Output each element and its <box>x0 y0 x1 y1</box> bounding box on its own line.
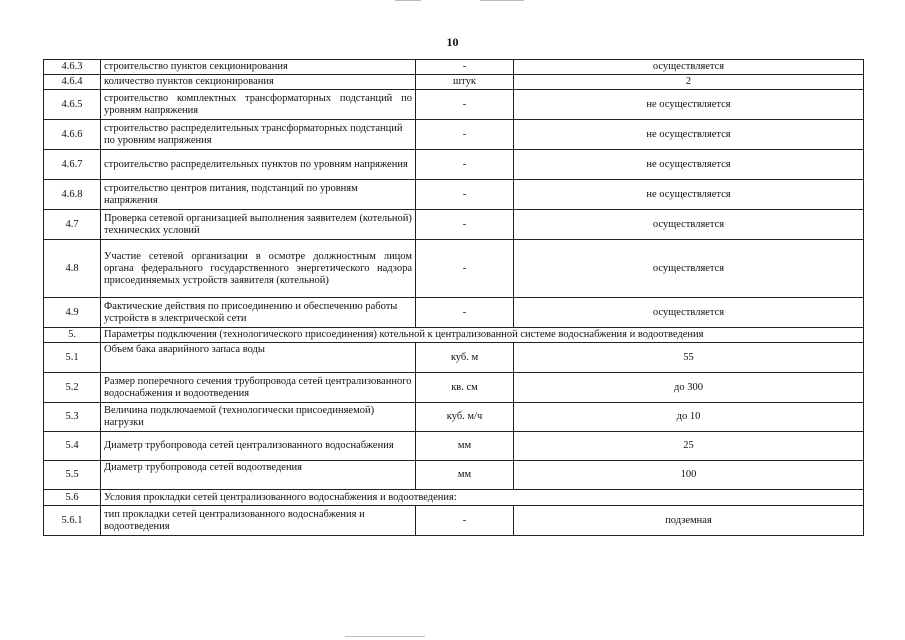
row-unit: мм <box>416 461 514 490</box>
table-row <box>44 373 864 403</box>
row-unit: куб. м/ч <box>416 403 514 432</box>
table-row <box>44 60 864 75</box>
row-name: Величина подключаемой (технологически присоединяемой) нагрузки <box>101 403 416 432</box>
page-number: 10 <box>446 35 459 49</box>
section-number: 5.6 <box>44 490 101 506</box>
row-value: не осуществляется <box>514 120 864 150</box>
table-row <box>44 75 864 90</box>
row-unit: штук <box>416 75 514 90</box>
row-number: 4.6.4 <box>44 75 101 90</box>
row-value: осуществляется <box>514 298 864 328</box>
row-number: 4.8 <box>44 240 101 298</box>
row-name: тип прокладки сетей централизованного водоснабжения и водоотведения <box>101 506 416 536</box>
table-row <box>44 506 864 536</box>
row-value: 55 <box>514 343 864 373</box>
row-name: строительство комплектных трансформаторных подстанций по уровням напряжения <box>101 90 416 120</box>
row-number: 5.1 <box>44 343 101 373</box>
section-title: Условия прокладки сетей централизованного водоснабжения и водоотведения: <box>101 490 864 506</box>
row-number: 5.6.1 <box>44 506 101 536</box>
section-header-row <box>44 490 864 506</box>
row-value: до 10 <box>514 403 864 432</box>
row-name: строительство распределительных трансформаторных подстанций по уровням напряжения <box>101 120 416 150</box>
section-number: 5. <box>44 328 101 343</box>
row-unit: - <box>416 150 514 180</box>
table-row <box>44 150 864 180</box>
row-unit: - <box>416 90 514 120</box>
table-row <box>44 432 864 461</box>
row-value: до 300 <box>514 373 864 403</box>
scan-artifact-top <box>395 0 421 1</box>
row-unit: - <box>416 120 514 150</box>
row-value: осуществляется <box>514 240 864 298</box>
row-unit: - <box>416 240 514 298</box>
row-unit: - <box>416 298 514 328</box>
row-value: не осуществляется <box>514 180 864 210</box>
row-value: не осуществляется <box>514 150 864 180</box>
row-value: осуществляется <box>514 210 864 240</box>
table-row <box>44 343 864 373</box>
row-unit: мм <box>416 432 514 461</box>
row-name: Объем бака аварийного запаса воды <box>101 343 416 373</box>
row-unit: кв. см <box>416 373 514 403</box>
row-number: 5.5 <box>44 461 101 490</box>
row-name: количество пунктов секционирования <box>101 75 416 90</box>
row-unit: куб. м <box>416 343 514 373</box>
row-name: строительство центров питания, подстанций по уровням напряжения <box>101 180 416 210</box>
row-unit: - <box>416 180 514 210</box>
row-value: не осуществляется <box>514 90 864 120</box>
row-value: подземная <box>514 506 864 536</box>
row-name: Диаметр трубопровода сетей централизованного водоснабжения <box>101 432 416 461</box>
row-name: Проверка сетевой организацией выполнения заявителем (котельной) технических условий <box>101 210 416 240</box>
table-row <box>44 120 864 150</box>
row-name: Размер поперечного сечения трубопровода сетей централизованного водоснабжения и водоотведения <box>101 373 416 403</box>
table-row <box>44 210 864 240</box>
row-name: Фактические действия по присоединению и обеспечению работы устройств в электрической сети <box>101 298 416 328</box>
row-number: 4.9 <box>44 298 101 328</box>
row-value: 25 <box>514 432 864 461</box>
row-number: 4.7 <box>44 210 101 240</box>
scan-artifact-top <box>480 0 524 1</box>
row-number: 5.2 <box>44 373 101 403</box>
row-number: 5.4 <box>44 432 101 461</box>
row-number: 4.6.8 <box>44 180 101 210</box>
row-value: осуществляется <box>514 60 864 75</box>
row-name: Участие сетевой организации в осмотре должностным лицом органа федерального государственного энергетического надзора присоединяемых устройств заявителя (котельной) <box>101 240 416 298</box>
row-value: 2 <box>514 75 864 90</box>
table-row <box>44 90 864 120</box>
row-number: 5.3 <box>44 403 101 432</box>
scan-artifact-bottom <box>345 636 425 637</box>
table-row <box>44 180 864 210</box>
row-unit: - <box>416 210 514 240</box>
row-name: Диаметр трубопровода сетей водоотведения <box>101 461 416 490</box>
row-value: 100 <box>514 461 864 490</box>
section-title: Параметры подключения (технологического присоединения) котельной к централизованной системе водоснабжения и водоотведения <box>101 328 864 343</box>
row-number: 4.6.6 <box>44 120 101 150</box>
table-row <box>44 240 864 298</box>
row-number: 4.6.3 <box>44 60 101 75</box>
row-number: 4.6.5 <box>44 90 101 120</box>
table-row <box>44 403 864 432</box>
row-unit: - <box>416 506 514 536</box>
row-unit: - <box>416 60 514 75</box>
parameters-table <box>43 59 864 536</box>
table-row <box>44 461 864 490</box>
row-name: строительство пунктов секционирования <box>101 60 416 75</box>
section-header-row <box>44 328 864 343</box>
table-row <box>44 298 864 328</box>
row-name: строительство распределительных пунктов по уровням напряжения <box>101 150 416 180</box>
row-number: 4.6.7 <box>44 150 101 180</box>
